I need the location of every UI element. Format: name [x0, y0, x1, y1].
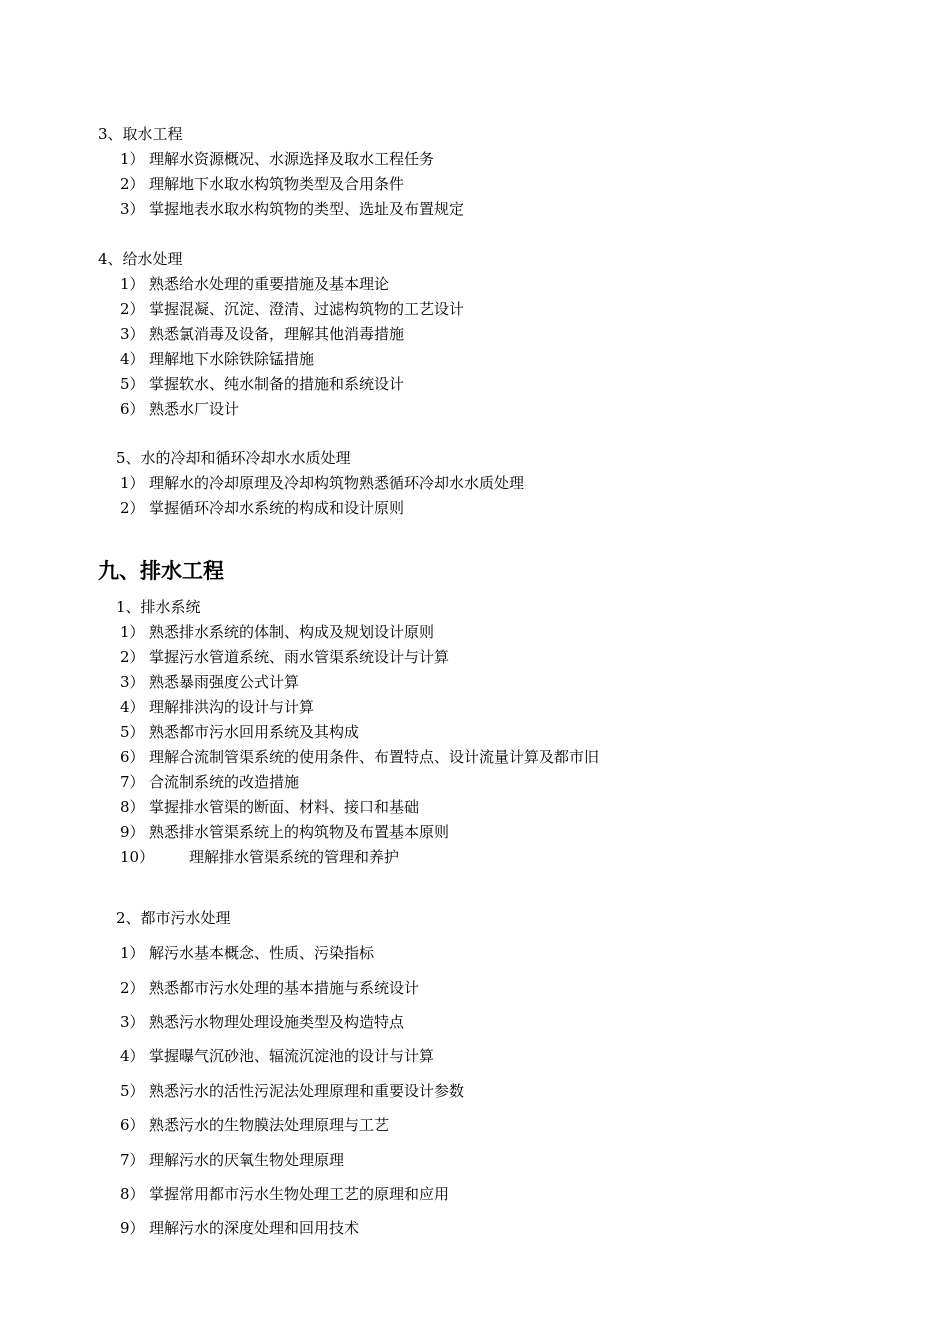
item-number: 7） — [120, 773, 145, 791]
list-item — [120, 772, 299, 792]
item-text: 熟悉氯消毒及设备，理解其他消毒措施 — [149, 325, 405, 343]
item-text: 理解污水的厌氧生物处理原理 — [149, 1151, 345, 1169]
list-item — [120, 349, 314, 369]
list-item — [120, 1218, 359, 1238]
item-text: 理解水的冷却原理及冷却构筑物熟悉循环冷却水水质处理 — [149, 474, 525, 492]
list-item — [120, 374, 404, 394]
item-text: 理解排洪沟的设计与计算 — [149, 698, 315, 716]
list-item — [120, 149, 434, 169]
list-item — [120, 473, 524, 493]
item-number: 8） — [120, 798, 145, 816]
section-title: 2、都市污水处理 — [116, 909, 231, 927]
item-number: 2） — [120, 648, 145, 666]
item-number: 9） — [120, 823, 145, 841]
item-text: 熟悉暴雨强度公式计算 — [149, 673, 300, 691]
list-item — [120, 822, 449, 842]
item-number: 2） — [120, 499, 145, 517]
list-item — [120, 797, 419, 817]
item-number: 4） — [120, 698, 145, 716]
item-text: 理解水资源概况、水源选择及取水工程任务 — [149, 150, 435, 168]
item-text: 熟悉都市污水回用系统及其构成 — [149, 723, 360, 741]
item-number: 5） — [120, 1082, 145, 1100]
item-number: 3） — [120, 1013, 145, 1031]
item-text: 掌握地表水取水构筑物的类型、选址及布置规定 — [149, 200, 465, 218]
section-title: 4、给水处理 — [98, 250, 183, 268]
list-item — [120, 399, 239, 419]
item-number: 10） — [120, 848, 155, 866]
list-item — [120, 943, 374, 963]
item-text: 熟悉给水处理的重要措施及基本理论 — [149, 275, 390, 293]
chapter-heading: 九、排水工程 — [98, 559, 224, 583]
item-text: 熟悉污水的活性污泥法处理原理和重要设计参数 — [149, 1082, 465, 1100]
list-item — [120, 324, 404, 344]
item-number: 1） — [120, 623, 145, 641]
item-text: 掌握污水管道系统、雨水管渠系统设计与计算 — [149, 648, 450, 666]
list-item — [120, 274, 389, 294]
item-text: 熟悉污水的生物膜法处理原理与工艺 — [149, 1116, 390, 1134]
item-text: 熟悉污水物理处理设施类型及构造特点 — [149, 1013, 405, 1031]
list-item — [120, 1046, 434, 1066]
item-text: 掌握曝气沉砂池、辐流沉淀池的设计与计算 — [149, 1047, 435, 1065]
section-title: 1、排水系统 — [116, 598, 201, 616]
item-number: 1） — [120, 474, 145, 492]
item-number: 5） — [120, 375, 145, 393]
list-item — [120, 1184, 449, 1204]
item-number: 6） — [120, 400, 145, 418]
item-text: 理解地下水除铁除锰措施 — [149, 350, 315, 368]
item-number: 1） — [120, 944, 145, 962]
item-number: 7） — [120, 1151, 145, 1169]
item-number: 1） — [120, 275, 145, 293]
item-text: 掌握常用都市污水生物处理工艺的原理和应用 — [149, 1185, 450, 1203]
list-item — [120, 847, 399, 867]
item-number: 2） — [120, 979, 145, 997]
item-number: 5） — [120, 723, 145, 741]
list-item — [120, 978, 419, 998]
item-text: 掌握混凝、沉淀、澄清、过滤构筑物的工艺设计 — [149, 300, 465, 318]
section-title: 3、取水工程 — [98, 125, 183, 143]
item-text: 熟悉都市污水处理的基本措施与系统设计 — [149, 979, 420, 997]
list-item — [120, 1081, 464, 1101]
item-text: 熟悉排水管渠系统上的构筑物及布置基本原则 — [149, 823, 450, 841]
item-number: 8） — [120, 1185, 145, 1203]
item-number: 4） — [120, 1047, 145, 1065]
item-text: 掌握排水管渠的断面、材料、接口和基础 — [149, 798, 420, 816]
item-text: 解污水基本概念、性质、污染指标 — [149, 944, 375, 962]
item-number: 6） — [120, 1116, 145, 1134]
list-item — [120, 747, 599, 767]
item-text: 理解地下水取水构筑物类型及合用条件 — [149, 175, 405, 193]
list-item — [120, 299, 464, 319]
list-item — [120, 199, 464, 219]
item-text: 熟悉水厂设计 — [149, 400, 240, 418]
item-text: 合流制系统的改造措施 — [149, 773, 300, 791]
item-text: 理解污水的深度处理和回用技术 — [149, 1219, 360, 1237]
item-text: 理解合流制管渠系统的使用条件、布置特点、设计流量计算及都市旧 — [149, 748, 600, 766]
list-item — [120, 697, 314, 717]
list-item — [120, 622, 434, 642]
item-number: 2） — [120, 300, 145, 318]
item-number: 6） — [120, 748, 145, 766]
list-item — [120, 647, 449, 667]
list-item — [120, 1150, 344, 1170]
item-text: 掌握软水、纯水制备的措施和系统设计 — [149, 375, 405, 393]
item-number: 4） — [120, 350, 145, 368]
list-item — [120, 672, 299, 692]
item-number: 9） — [120, 1219, 145, 1237]
list-item — [120, 722, 359, 742]
list-item — [120, 174, 404, 194]
list-item — [120, 498, 404, 518]
item-text: 理解排水管渠系统的管理和养护 — [189, 848, 400, 866]
list-item — [120, 1012, 404, 1032]
item-number: 3） — [120, 200, 145, 218]
item-text: 掌握循环冷却水系统的构成和设计原则 — [149, 499, 405, 517]
item-number: 2） — [120, 175, 145, 193]
item-number: 3） — [120, 325, 145, 343]
item-number: 3） — [120, 673, 145, 691]
section-title: 5、水的冷却和循环冷却水水质处理 — [116, 449, 351, 467]
item-number: 1） — [120, 150, 145, 168]
list-item — [120, 1115, 389, 1135]
item-text: 熟悉排水系统的体制、构成及规划设计原则 — [149, 623, 435, 641]
